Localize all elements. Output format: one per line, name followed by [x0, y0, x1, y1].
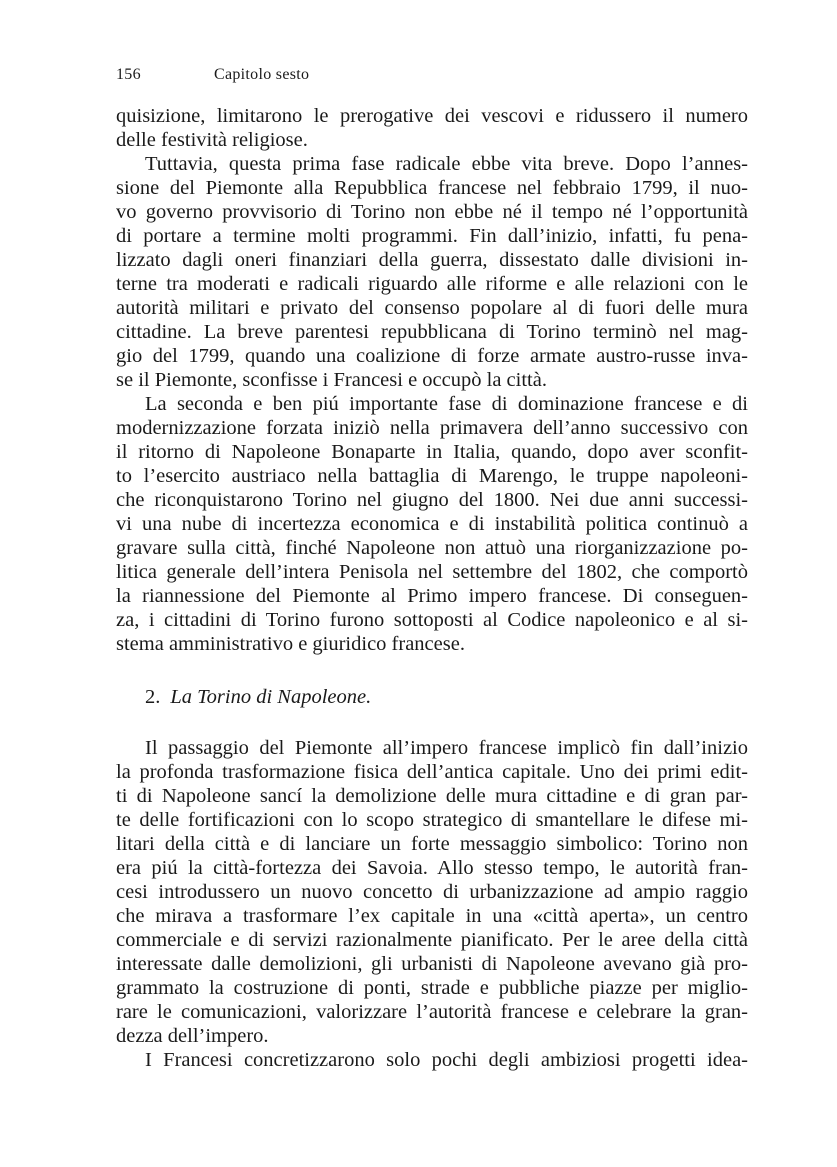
text-line: litica generale dell’intera Penisola nel settembre del 1802, che comportò: [116, 561, 748, 583]
paragraph-first-line: Tuttavia, questa prima fase radicale ebbe vita breve. Dopo l’annes-: [145, 153, 748, 175]
text-line: era piú la città-fortezza dei Savoia. Allo stesso tempo, le autorità fran-: [116, 857, 748, 879]
text-line: che mirava a trasformare l’ex capitale in una «città aperta», un centro: [116, 905, 748, 927]
text-line: cesi introdussero un nuovo concetto di urbanizzazione ad ampio raggio: [116, 881, 748, 903]
text-line: grammato la costruzione di ponti, strade e pubbliche piazze per miglio-: [116, 977, 748, 999]
text-line: to l’esercito austriaco nella battaglia di Marengo, le truppe napoleoni-: [116, 465, 748, 487]
section-number: 2.: [145, 686, 161, 708]
text-line: sione del Piemonte alla Repubblica francese nel febbraio 1799, il nuo-: [116, 177, 748, 199]
text-line: litari della città e di lanciare un forte messaggio simbolico: Torino non: [116, 833, 748, 855]
text-line: vo governo provvisorio di Torino non ebbe né il tempo né l’opportunità: [116, 201, 748, 223]
text-line: delle festività religiose.: [116, 129, 308, 151]
page-number: 156: [116, 66, 141, 83]
text-line: interessate dalle demolizioni, gli urbanisti di Napoleone avevano già pro-: [116, 953, 748, 975]
text-line: gravare sulla città, finché Napoleone non attuò una riorganizzazione po-: [116, 537, 748, 559]
paragraph-first-line: I Francesi concretizzarono solo pochi degli ambiziosi progetti idea-: [145, 1049, 748, 1071]
text-line: rare le comunicazioni, valorizzare l’autorità francese e celebrare la gran-: [116, 1001, 748, 1023]
text-line: te delle fortificazioni con lo scopo strategico di smantellare le difese mi-: [116, 809, 748, 831]
text-line: modernizzazione forzata iniziò nella primavera dell’anno successivo con: [116, 417, 748, 439]
text-line: se il Piemonte, sconfisse i Francesi e occupò la città.: [116, 369, 547, 391]
text-line: lizzato dagli oneri finanziari della guerra, dissestato dalle divisioni in-: [116, 249, 748, 271]
text-line: za, i cittadini di Torino furono sottoposti al Codice napoleonico e al si-: [116, 609, 748, 631]
text-line: la riannessione del Piemonte al Primo impero francese. Di conseguen-: [116, 585, 748, 607]
chapter-title: Capitolo sesto: [214, 66, 310, 83]
text-line: vi una nube di incertezza economica e di instabilità politica continuò a: [116, 513, 748, 535]
text-line: ti di Napoleone sancí la demolizione delle mura cittadine e di gran par-: [116, 785, 748, 807]
text-line: di portare a termine molti programmi. Fin dall’inizio, infatti, fu pena-: [116, 225, 748, 247]
text-line: terne tra moderati e radicali riguardo alle riforme e alle relazioni con le: [116, 273, 748, 295]
text-line: autorità militari e privato del consenso popolare al di fuori delle mura: [116, 297, 748, 319]
text-line: la profonda trasformazione fisica dell’antica capitale. Uno dei primi edit-: [116, 761, 748, 783]
text-line: cittadine. La breve parentesi repubblicana di Torino terminò nel mag-: [116, 321, 748, 343]
text-line: gio del 1799, quando una coalizione di forze armate austro-russe inva-: [116, 345, 748, 367]
running-head: [116, 66, 309, 84]
text-line: commerciale e di servizi razionalmente pianificato. Per le aree della città: [116, 929, 748, 951]
section-title: La Torino di Napoleone.: [170, 686, 372, 708]
text-line: che riconquistarono Torino nel giugno del 1800. Nei due anni successi-: [116, 489, 748, 511]
text-line: dezza dell’impero.: [116, 1025, 269, 1047]
section-heading: [145, 684, 371, 710]
paragraph-first-line: Il passaggio del Piemonte all’impero francese implicò fin dall’inizio: [145, 737, 748, 759]
text-line: il ritorno di Napoleone Bonaparte in Italia, quando, dopo aver sconfit-: [116, 441, 748, 463]
paragraph-first-line: La seconda e ben piú importante fase di dominazione francese e di: [145, 393, 748, 415]
text-line: stema amministrativo e giuridico francese.: [116, 633, 465, 655]
text-line: quisizione, limitarono le prerogative dei vescovi e ridussero il numero: [116, 105, 748, 127]
